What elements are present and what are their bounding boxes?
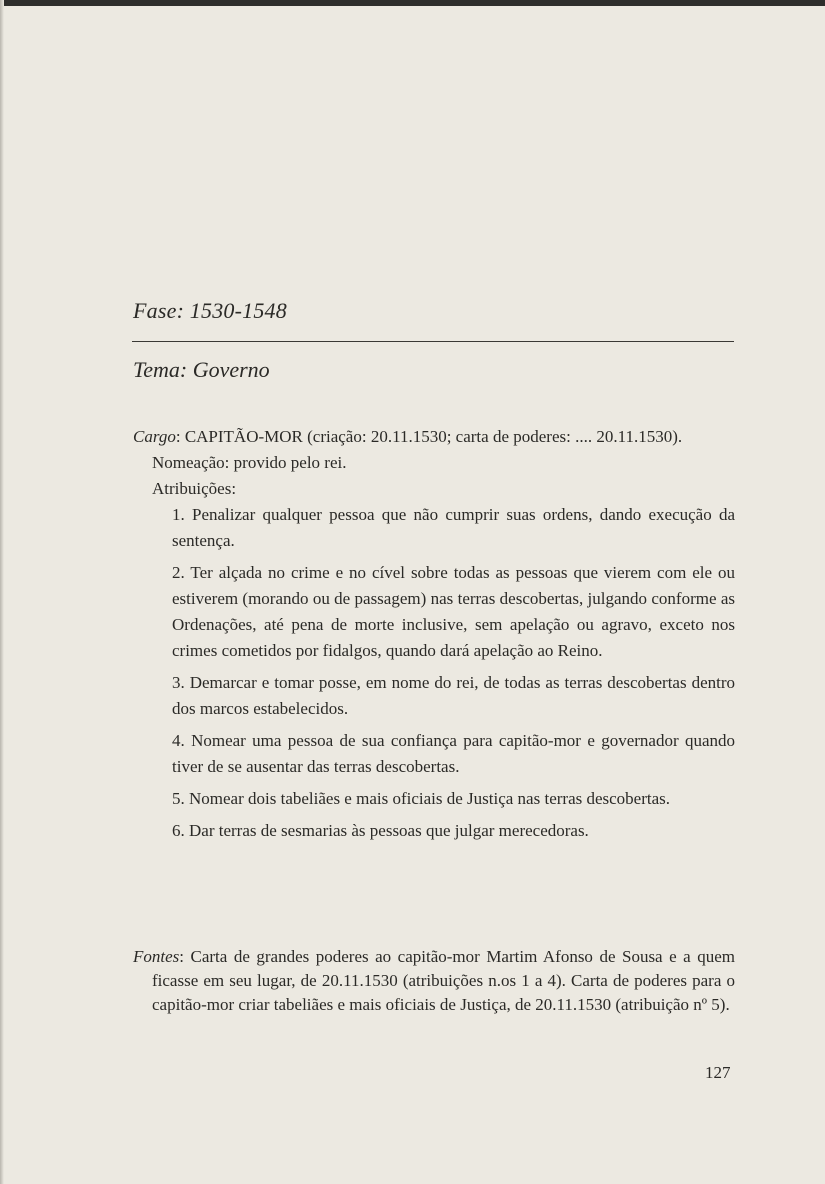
- nomeacao-line: Nomeação: provido pelo rei.: [152, 453, 347, 472]
- cargo-line: Cargo: CAPITÃO-MOR (criação: 20.11.1530; carta de poderes: .... 20.11.1530).: [133, 427, 683, 446]
- list-item: 1. Penalizar qualquer pessoa que não cumprir suas ordens, dando execução da sentença.: [172, 505, 735, 550]
- list-item: 6. Dar terras de sesmarias às pessoas que julgar merecedoras.: [172, 821, 589, 840]
- fontes-line: Fontes: Carta de grandes poderes ao capitão-mor Martim Afonso de Sousa e a quem ficasse em seu lugar, de 20.11.1530 (atribuições n.os 1 a 4). Carta de poderes para o capitão-mor criar tabeliães e mais oficiais de Justiça, de 20.11.1530 (atribuição nº 5).: [133, 947, 735, 1014]
- atribuicoes-label: Atribuições:: [152, 479, 237, 498]
- list-item: 3. Demarcar e tomar posse, em nome do rei, de todas as terras descobertas dentro dos marcos estabelecidos.: [172, 673, 735, 718]
- fontes-label: Fontes: [133, 947, 180, 966]
- fontes-section: [133, 945, 735, 1017]
- tema-heading: Tema: Governo: [133, 357, 270, 382]
- list-item: 2. Ter alçada no crime e no cível sobre todas as pessoas que vierem com ele ou estiverem (morando ou de passagem) nas terras descobertas, julgando conforme as Ordenações, até pena de morte inclusive, sem apelação ou agravo, exceto nos crimes cometidos por fidalgos, quando dará apelação ao Reino.: [172, 563, 735, 660]
- atribuicoes-list: [172, 502, 735, 844]
- page-number: 127: [705, 1063, 731, 1082]
- scan-left-edge: [0, 0, 4, 1184]
- list-item: 4. Nomear uma pessoa de sua confiança para capitão-mor e governador quando tiver de se ausentar das terras descobertas.: [172, 731, 735, 776]
- cargo-section: [133, 424, 735, 844]
- scan-top-edge: [0, 0, 825, 6]
- cargo-text: CAPITÃO-MOR (criação: 20.11.1530; carta de poderes: .... 20.11.1530).: [184, 427, 683, 446]
- list-item: 5. Nomear dois tabeliães e mais oficiais de Justiça nas terras descobertas.: [172, 789, 671, 808]
- fontes-text: Carta de grandes poderes ao capitão-mor Martim Afonso de Sousa e a quem ficasse em seu lugar, de 20.11.1530 (atribuições n.os 1 a 4). Carta de poderes para o capitão-mor criar tabeliães e mais oficiais de Justiça, de 20.11.1530 (atribuição nº 5).: [152, 947, 735, 1014]
- section-divider: [132, 341, 734, 342]
- cargo-label: Cargo: [133, 427, 176, 446]
- fase-heading: Fase: 1530-1548: [133, 298, 287, 323]
